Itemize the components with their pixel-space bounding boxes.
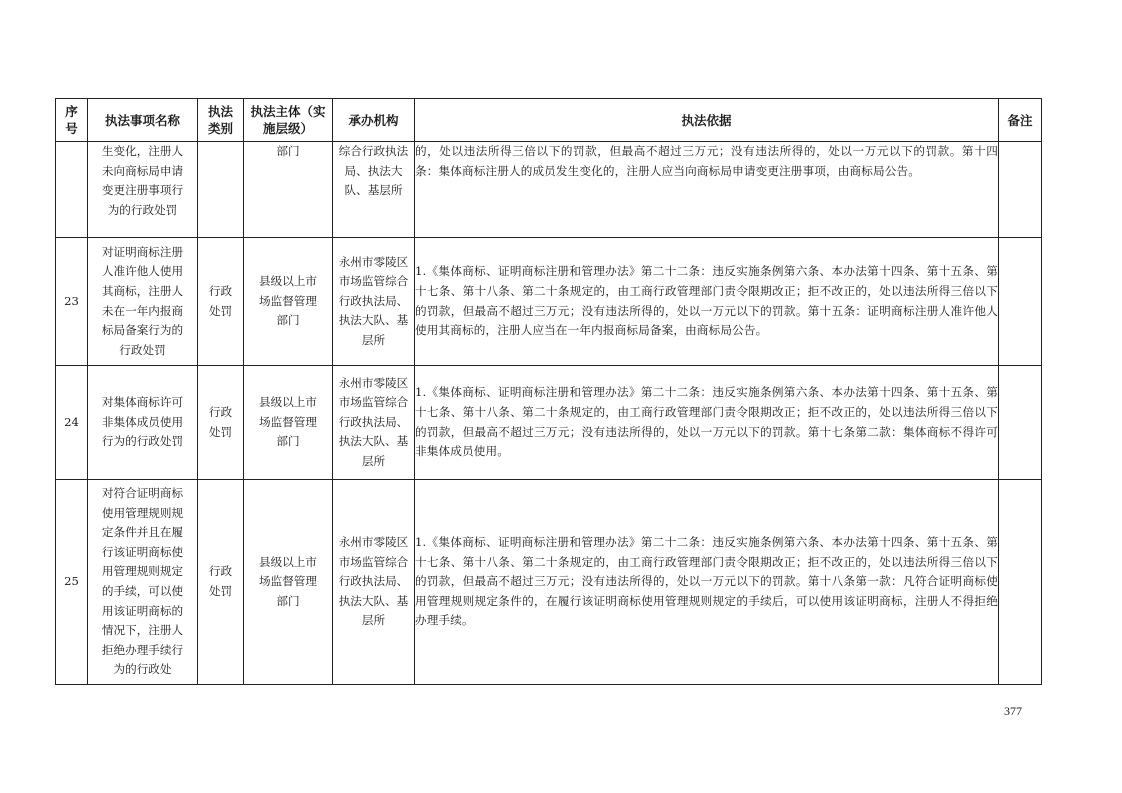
header-subject: 执法主体（实施层级） — [244, 99, 333, 142]
header-name: 执法事项名称 — [88, 99, 198, 142]
table-row — [56, 238, 1042, 366]
row-remark — [999, 480, 1042, 685]
row-remark — [999, 366, 1042, 480]
table-row — [56, 366, 1042, 480]
row-subject: 县级以上市场监督管理部门 — [244, 366, 333, 480]
row-name: 对证明商标注册人准许他人使用其商标，注册人未在一年内报商标局备案行为的行政处罚 — [88, 238, 198, 366]
row-seq: 25 — [56, 480, 88, 685]
row-agency: 永州市零陵区市场监管综合行政执法局、执法大队、基层所 — [333, 480, 415, 685]
page-number: 377 — [1004, 704, 1022, 718]
row-category: 行政处罚 — [198, 366, 244, 480]
row-basis: 1.《集体商标、证明商标注册和管理办法》第二十二条：违反实施条例第六条、本办法第十四条、第十五条、第十七条、第十八条、第二十条规定的，由工商行政管理部门责令限期改正；拒不改正的，处以违法所得三倍以下的罚款，但最高不超过三万元；没有违法所得的，处以一万元以下的罚款。第十五条：证明商标注册人准许他人使用其商标的，注册人应当在一年内报商标局备案，由商标局公告。 — [415, 238, 999, 366]
row-remark — [999, 142, 1042, 238]
row-name: 对符合证明商标使用管理规则规定条件并且在履行该证明商标使用管理规则规定的手续，可以使用该证明商标的情况下，注册人拒绝办理手续行为的行政处 — [88, 480, 198, 685]
row-subject: 部门 — [244, 142, 333, 238]
header-category: 执法类别 — [198, 99, 244, 142]
row-name: 生变化，注册人未向商标局申请变更注册事项行为的行政处罚 — [88, 142, 198, 238]
row-agency: 综合行政执法局、执法大队、基层所 — [333, 142, 415, 238]
table-row — [56, 480, 1042, 685]
row-seq: 24 — [56, 366, 88, 480]
row-agency: 永州市零陵区市场监管综合行政执法局、执法大队、基层所 — [333, 366, 415, 480]
row-remark — [999, 238, 1042, 366]
row-category: 行政处罚 — [198, 480, 244, 685]
row-name: 对集体商标许可非集体成员使用行为的行政处罚 — [88, 366, 198, 480]
header-row — [56, 99, 1042, 142]
row-basis: 的，处以违法所得三倍以下的罚款，但最高不超过三万元；没有违法所得的，处以一万元以下的罚款。第十四条：集体商标注册人的成员发生变化的，注册人应当向商标局申请变更注册事项，由商标局公告。 — [415, 142, 999, 238]
row-subject: 县级以上市场监督管理部门 — [244, 480, 333, 685]
table-row — [56, 142, 1042, 238]
row-basis: 1.《集体商标、证明商标注册和管理办法》第二十二条：违反实施条例第六条、本办法第十四条、第十五条、第十七条、第十八条、第二十条规定的，由工商行政管理部门责令限期改正；拒不改正的，处以违法所得三倍以下的罚款，但最高不超过三万元；没有违法所得的，处以一万元以下的罚款。第十八条第一款：凡符合证明商标使用管理规则规定条件的，在履行该证明商标使用管理规则规定的手续后，可以使用该证明商标，注册人不得拒绝办理手续。 — [415, 480, 999, 685]
header-agency: 承办机构 — [333, 99, 415, 142]
enforcement-table — [55, 98, 1042, 685]
row-category: 行政处罚 — [198, 238, 244, 366]
header-remark: 备注 — [999, 99, 1042, 142]
row-agency: 永州市零陵区市场监管综合行政执法局、执法大队、基层所 — [333, 238, 415, 366]
row-seq: 23 — [56, 238, 88, 366]
header-basis: 执法依据 — [415, 99, 999, 142]
row-basis: 1.《集体商标、证明商标注册和管理办法》第二十二条：违反实施条例第六条、本办法第十四条、第十五条、第十七条、第十八条、第二十条规定的，由工商行政管理部门责令限期改正；拒不改正的，处以违法所得三倍以下的罚款，但最高不超过三万元；没有违法所得的，处以一万元以下的罚款。第十七条第二款：集体商标不得许可非集体成员使用。 — [415, 366, 999, 480]
row-category — [198, 142, 244, 238]
row-subject: 县级以上市场监督管理部门 — [244, 238, 333, 366]
row-seq — [56, 142, 88, 238]
header-seq: 序号 — [56, 99, 88, 142]
